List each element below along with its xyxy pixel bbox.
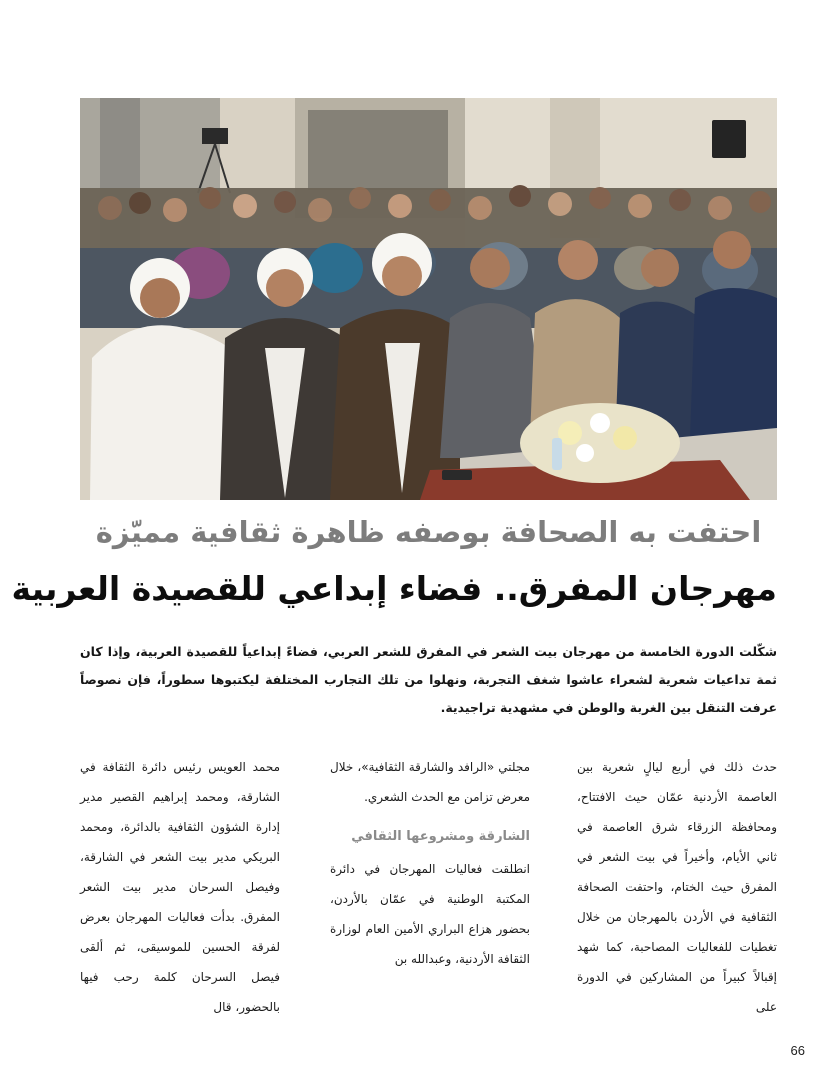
article-column-middle — [330, 752, 530, 974]
article-subheadline: احتفت به الصحافة بوصفه ظاهرة ثقافية مميّزة — [95, 515, 762, 549]
audience-photo-illustration — [80, 98, 777, 500]
page-number: 66 — [790, 1043, 805, 1058]
article-photo — [80, 98, 777, 500]
section-heading: الشارقة ومشروعها الثقافي — [351, 829, 530, 844]
article-headline: مهرجان المفرق.. فضاء إبداعي للقصيدة العربية — [11, 569, 777, 608]
article-column-left — [80, 752, 280, 1022]
article-column-right — [577, 752, 777, 1022]
column-middle-intro: مجلتي «الرافد والشارقة الثقافية»، خلال معرض تزامن مع الحدث الشعري. — [330, 760, 530, 804]
column-left-text: محمد العويس رئيس دائرة الثقافة في الشارقة، ومحمد إبراهيم القصير مدير إدارة الشؤون الثقافية بالدائرة، ومحمد البريكي مدير بيت الشعر في الشارقة، وفيصل السرحان مدير بيت الشعر المفرق. بدأت فعاليات المهرجان بعرض لفرقة الحسين للموسيقى، ثم ألقى فيصل السرحان كلمة رحب فيها بالحضور، قال — [80, 760, 280, 1014]
article-lead: شكّلت الدورة الخامسة من مهرجان بيت الشعر في المفرق للشعر العربي، فضاءً إبداعياً للقصيدة العربية، وإذا كان ثمة تداعيات شعرية لشعراء عاشوا شغف التجربة، ونهلوا من تلك التجارب المختلفة ليكتبوها سطوراً، فإن نصوصاً عرفت التنقل بين الغربة والوطن في مشهدية تراجيدية. — [80, 644, 777, 715]
column-middle-body: انطلقت فعاليات المهرجان في دائرة المكتبة الوطنية في عمّان بالأردن، بحضور هزاع البراري الأمين العام لوزارة الثقافة الأردنية، وعبدالله بن — [330, 862, 530, 966]
column-right-text: حدث ذلك في أربع ليالٍ شعرية بين العاصمة الأردنية عمّان حيث الافتتاح، ومحافظة الزرقاء شرق العاصمة في ثاني الأيام، وأخيراً في بيت الشعر في المفرق حيث الختام، واحتفت الصحافة الثقافية في الأردن بالمهرجان من خلال تغطيات للفعاليات المصاحبة، كما شهد إقبالاً كبيراً من المشاركين في الدورة على — [577, 760, 777, 1014]
